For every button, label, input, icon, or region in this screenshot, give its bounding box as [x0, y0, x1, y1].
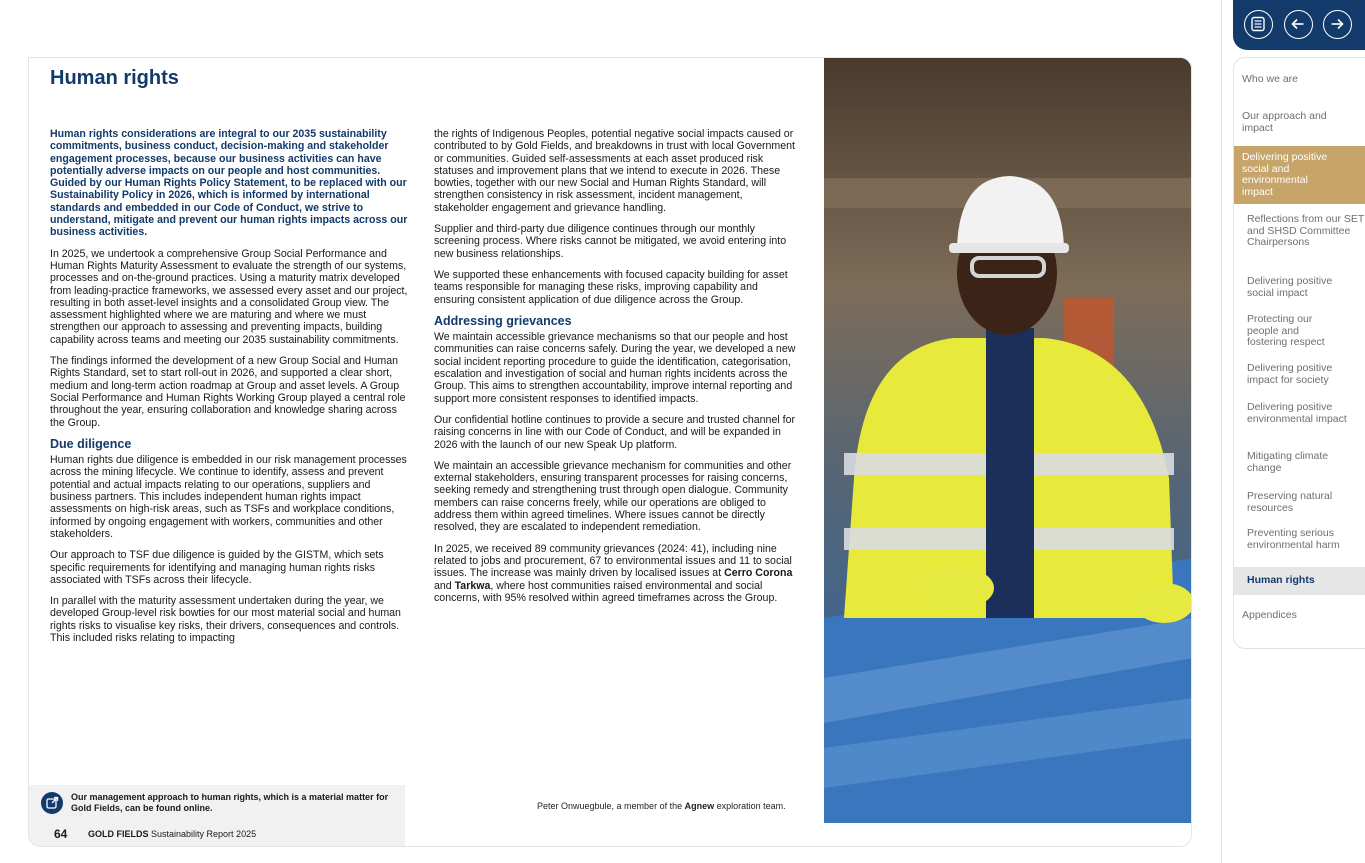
report-title: Sustainability Report 2025 [151, 829, 257, 839]
list-icon [1245, 11, 1271, 37]
paragraph: Supplier and third-party due diligence continues through our monthly screening process. Where risks cannot be mitigated, we avoid entering into new business relationships. [434, 223, 787, 260]
back-button[interactable] [1284, 10, 1313, 39]
text-run: , where host communities raised environmental and social concerns, with 95% resolved within agreed timeframes across the Group. [434, 579, 778, 604]
text-run: and [434, 579, 455, 592]
external-link-glyph [41, 792, 63, 814]
worker-photo [824, 58, 1192, 823]
caption-bold: Agnew [684, 801, 715, 811]
contents-button[interactable] [1244, 10, 1273, 39]
sidebar-item-environmental-harm[interactable]: Preventing serious environmental harm [1247, 527, 1340, 551]
sidebar-item-protecting-people[interactable]: Protecting our people and fostering respect [1247, 313, 1325, 348]
paragraph: In 2025, we undertook a comprehensive Group Social Performance and Human Rights Maturity Assessment to evaluate the strength of our systems, processes and on-the-ground practices. Using a maturity matrix developed from leading-practice frameworks, we assessed every asset and our project, resulting in both asset-level insights and a consolidated Group view. The assessment highlighted where we are maturing and where we must strengthen our approach to assessing and preventing impacts, building capability across teams and meeting our 2035 sustainability commitments. [50, 247, 408, 346]
text-run: In 2025, we received 89 community grievances (2024: 41), including nine related to jobs and procurement, 67 to environmental issues and 11 to social issues. The increase was mainly driven by localised issues at [434, 542, 792, 580]
paragraph: We maintain an accessible grievance mechanism for communities and other external stakeholders, ensuring transparent processes for raising concerns, seeking remedy and strengthening trust through open dialogue. Community members can raise concerns freely, while our operations are obliged to address them within agreed timelines. Where issues cannot be directly resolved, they are escalated to independent remediation. [434, 459, 792, 534]
sidebar-item-environmental-impact[interactable]: Delivering positive environmental impact [1247, 401, 1347, 425]
caption-text: Peter Onwuegbule, a member of the [537, 801, 685, 811]
external-link-icon[interactable] [41, 792, 63, 814]
sidebar-item-delivering-positive[interactable]: Delivering positive social and environmental impact [1234, 146, 1365, 204]
sidebar-item-who-we-are[interactable]: Who we are [1242, 73, 1299, 85]
report-page [28, 57, 1192, 847]
sidebar-nav [1233, 57, 1365, 649]
page-number: 64 [54, 827, 68, 841]
paragraph: We supported these enhancements with focused capacity building for asset teams responsible for managing these risks, improving capability and ensuring consistent application of due diligence across the Group. [434, 268, 788, 306]
page-title: Human rights [50, 67, 179, 89]
paragraph-grievances-count [434, 543, 796, 604]
sidebar-item-approach[interactable]: Our approach and impact [1242, 110, 1327, 134]
paragraph: Our approach to TSF due diligence is guided by the GISTM, which sets specific requirements for identifying and managing human rights risks associated with TSFs across their lifecycle. [50, 549, 384, 586]
top-nav-bar [1233, 0, 1365, 50]
note-text: Our management approach to human rights, which is a material matter for Gold Fields, can be found online. [71, 792, 389, 813]
forward-button[interactable] [1323, 10, 1352, 39]
worker-illustration [824, 58, 1192, 823]
section-heading-due-diligence: Due diligence [50, 436, 132, 451]
section-heading-grievances: Addressing grievances [434, 313, 572, 328]
paragraph: We maintain accessible grievance mechanisms so that our people and host communities can raise concerns safely. During the year, we developed a new social incident reporting procedure to guide the identification, categorisation, escalation and investigation of social and human rights incidents across the Group. This aims to strengthen accountability, improve internal reporting and support more consistent responses to identified impacts. [434, 331, 796, 405]
sidebar-item-social-impact[interactable]: Delivering positive social impact [1247, 275, 1333, 299]
arrow-left-icon [1285, 11, 1311, 37]
paragraph: Human rights due diligence is embedded in our risk management processes across the mining lifecycle. We continue to identify, assess and prevent potential and actual impacts relating to our operations, suppliers and business partners. This includes independent human rights impact assessments on high-risk areas, such as TSFs and workplace conditions, informed by ongoing engagement with workers, communities and other stakeholders. [50, 454, 407, 540]
divider-line [1221, 0, 1222, 863]
lead-paragraph: Human rights considerations are integral to our 2035 sustainability commitments, business conduct, decision-making and stakeholder engagement processes, because our business activities can have potentially adverse impacts on our people and host communities. Guided by our Human Rights Policy Statement, to be replaced with our Sustainability Policy in 2026, which is informed by international standards and embedded in our Code of Conduct, we strive to understand, mitigate and prevent our human rights impacts across our business activities. [50, 128, 408, 239]
report-name [88, 829, 256, 839]
sidebar-item-natural-resources[interactable]: Preserving natural resources [1247, 490, 1333, 514]
arrow-right-icon [1324, 11, 1350, 37]
asset-name: Cerro Corona [724, 567, 793, 580]
text-column-left [50, 128, 410, 653]
report-brand: GOLD FIELDS [88, 829, 149, 839]
text-column-right [434, 128, 796, 613]
asset-name: Tarkwa [454, 579, 491, 592]
caption-text: exploration team. [714, 801, 786, 811]
sidebar-item-human-rights[interactable]: Human rights [1234, 567, 1365, 595]
paragraph: the rights of Indigenous Peoples, potential negative social impacts caused or contributed to by Gold Fields, and breakdowns in trust with local Government or communities. Guided self-assessments at each asset produced risk statuses and improvement plans that we intend to execute in 2026. These bowties, together with our new Social and Human Rights Standard, will strengthen consistency in risk assessment, incident management, stakeholder engagement and grievance handling. [434, 128, 795, 214]
sidebar-item-appendices[interactable]: Appendices [1242, 609, 1297, 621]
sidebar-item-impact-society[interactable]: Delivering positive impact for society [1247, 362, 1333, 386]
photo-caption [537, 801, 786, 811]
sidebar-item-reflections[interactable]: Reflections from our SET and SHSD Committee Chairpersons [1247, 213, 1365, 248]
paragraph: Our confidential hotline continues to provide a secure and trusted channel for raising concerns in line with our Code of Conduct, and will be expanded in 2026 with the launch of our new Speak Up platform. [434, 413, 795, 451]
paragraph: In parallel with the maturity assessment undertaken during the year, we developed Group-level risk bowties for our most material social and human rights risks to visualise key risks, their drivers, consequences and controls. This included risks relating to impacting [50, 595, 401, 644]
paragraph: The findings informed the development of a new Group Social and Human Rights Standard, set to start roll-out in 2026, and supported a clear short, medium and long-term action roadmap at Group and asset levels. A Group Social Performance and Human Rights Working Group played a central role throughout the year, ensuring collaboration and knowledge sharing across the Group. [50, 355, 406, 429]
sidebar-item-climate[interactable]: Mitigating climate change [1247, 450, 1329, 474]
